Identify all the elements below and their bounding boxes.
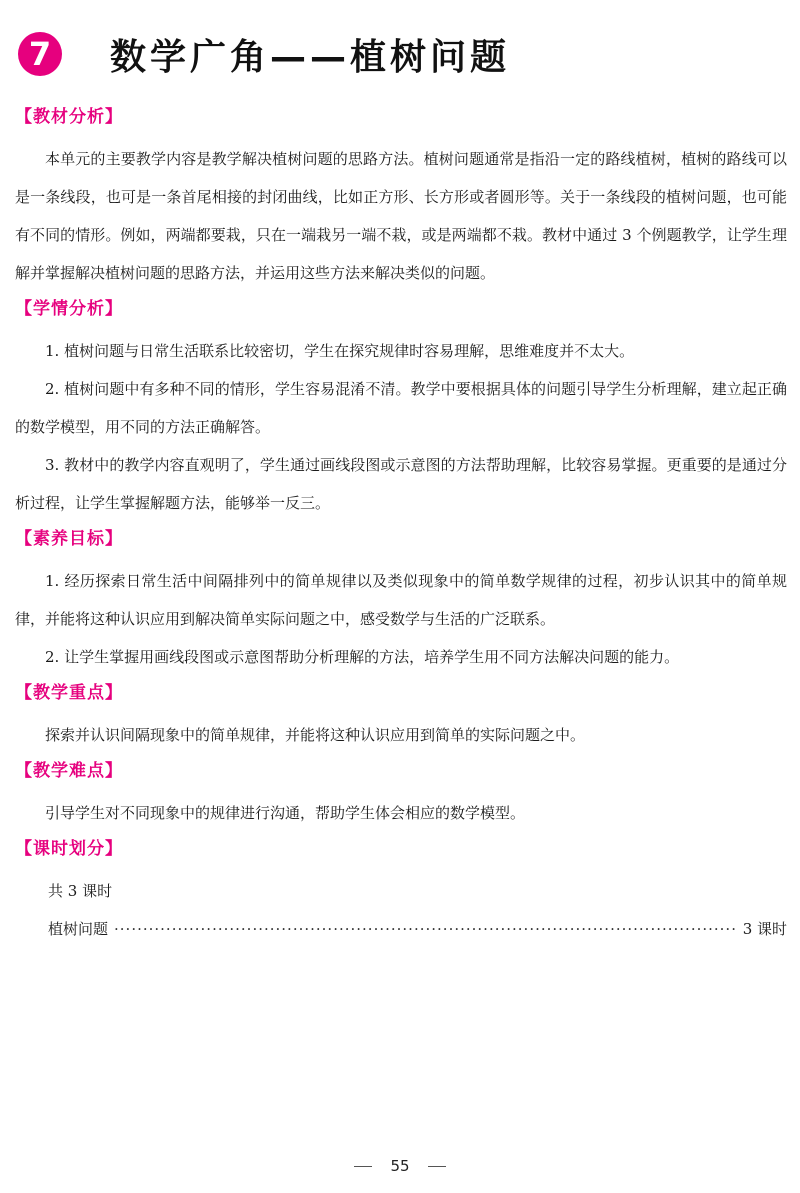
section-title: 【学情分析】: [15, 299, 123, 319]
paragraph: 2. 植树问题中有多种不同的情形，学生容易混淆不清。教学中要根据具体的问题引导学生分析理解，建立起正确的数学模型，用不同的方法正确解答。: [15, 380, 787, 436]
paragraph: 2. 让学生掌握用画线段图或示意图帮助分析理解的方法，培养学生用不同方法解决问题的能力。: [45, 648, 680, 666]
footer-dash-right: [428, 1166, 446, 1167]
schedule-item: [15, 910, 787, 948]
section-title: 【教学难点】: [15, 761, 123, 781]
paragraph: 本单元的主要教学内容是教学解决植树问题的思路方法。植树问题通常是指沿一定的路线植树，植树的路线可以是一条线段，也可是一条首尾相接的封闭曲线，比如正方形、长方形或者圆形等。关于一条线段的植树问题，也可能有不同的情形。例如，两端都要栽，只在一端栽另一端不栽，或是两端都不栽。教材中通过 3 个例题教学，让学生理解并掌握解决植树问题的思路方法，并运用这些方法来解决类似的问题。: [15, 150, 787, 282]
schedule-item-name: 植树问题: [48, 920, 109, 938]
section-title: 【课时划分】: [15, 839, 123, 859]
section-difficulties: [15, 758, 787, 832]
section-analysis: [15, 104, 787, 292]
section-title: 【素养目标】: [15, 529, 123, 549]
leader-dots: [114, 910, 737, 948]
page-title: 数学广角——植树问题: [110, 36, 511, 78]
paragraph: 探索并认识间隔现象中的简单规律，并能将这种认识应用到简单的实际问题之中。: [45, 726, 586, 744]
page-footer: [0, 1157, 800, 1175]
section-key-points: [15, 680, 787, 754]
paragraph: 1. 经历探索日常生活中间隔排列中的简单规律以及类似现象中的简单数学规律的过程，初步认识其中的简单规律，并能将这种认识应用到解决简单实际问题之中，感受数学与生活的广泛联系。: [15, 572, 787, 628]
section-students: [15, 296, 787, 522]
footer-dash-left: [354, 1166, 372, 1167]
page-number: 55: [390, 1157, 410, 1175]
paragraph: 3. 教材中的教学内容直观明了，学生通过画线段图或示意图的方法帮助理解，比较容易掌握。更重要的是通过分析过程，让学生掌握解题方法，能够举一反三。: [15, 456, 787, 512]
schedule-item-hours: 3 课时: [742, 920, 787, 938]
section-goals: [15, 526, 787, 676]
section-title: 【教材分析】: [15, 107, 123, 127]
schedule-total: 共 3 课时: [48, 882, 113, 900]
unit-number-badge: 7: [18, 32, 62, 76]
paragraph: 1. 植树问题与日常生活联系比较密切，学生在探究规律时容易理解，思维难度并不太大。: [45, 342, 635, 360]
chapter-header: [18, 30, 510, 78]
main-content: [15, 104, 787, 950]
section-schedule: [15, 836, 787, 948]
section-title: 【教学重点】: [15, 683, 123, 703]
paragraph: 引导学生对不同现象中的规律进行沟通，帮助学生体会相应的数学模型。: [45, 804, 526, 822]
